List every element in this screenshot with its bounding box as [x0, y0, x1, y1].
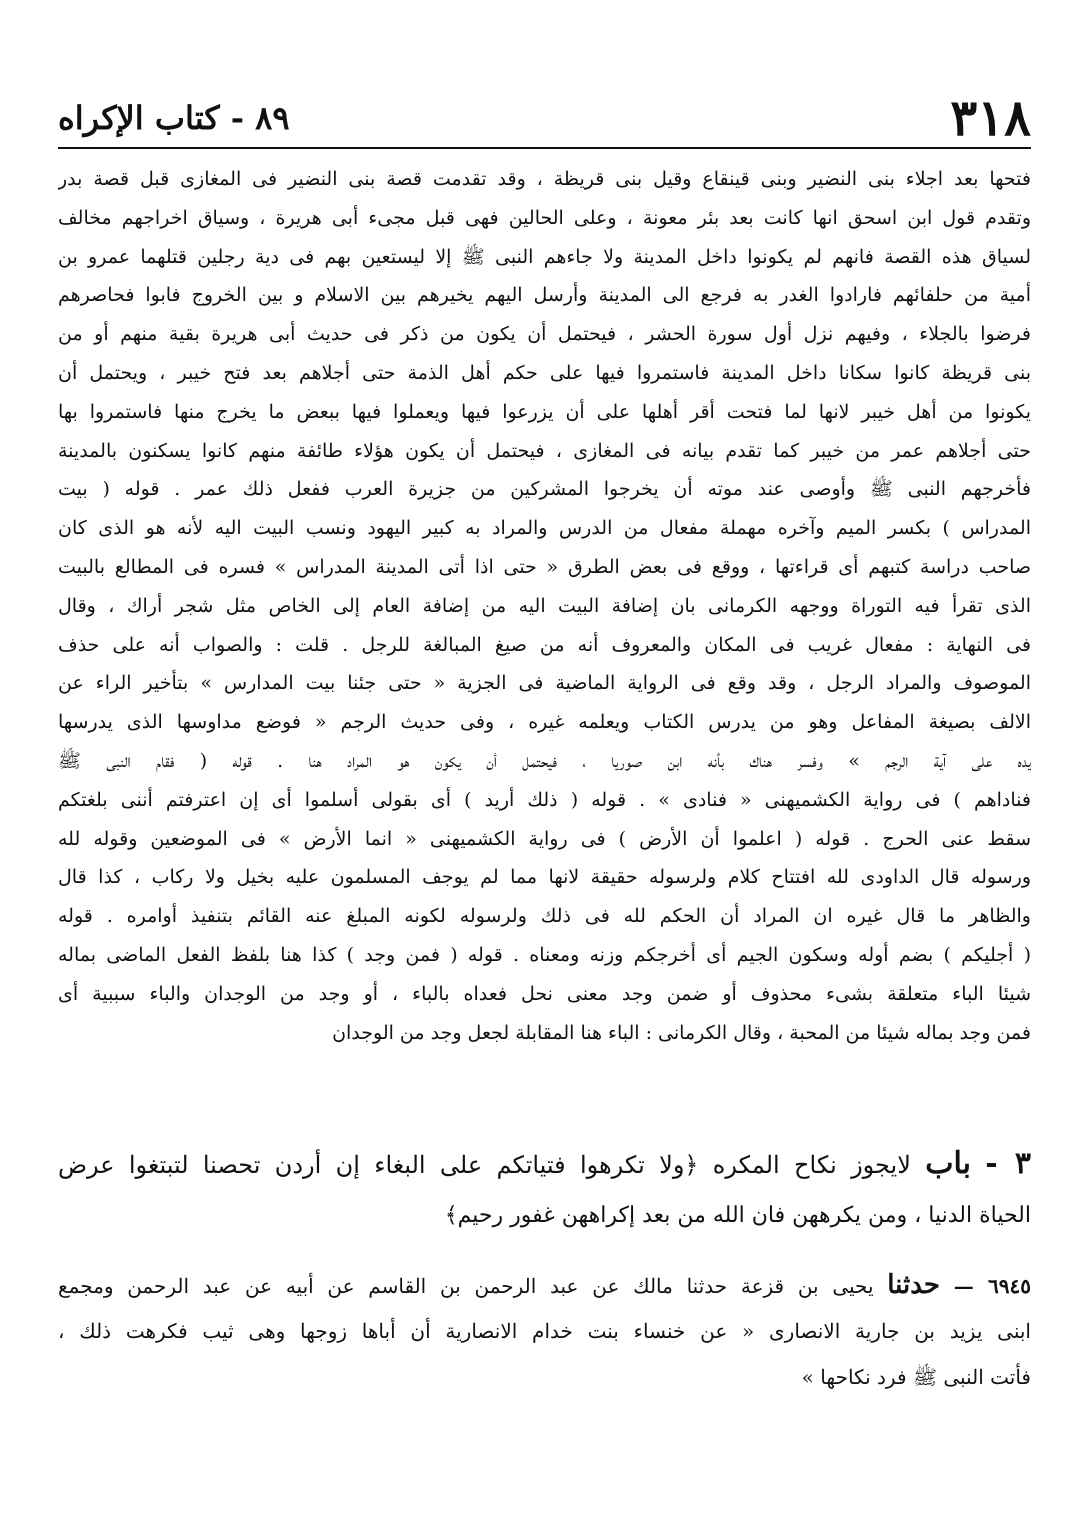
commentary-line: فى النهاية : مفعال غريب فى المكان والمعروف أنه من صيغ المبالغة للرجل . قلت : والصواب أنه على حذف: [58, 633, 1031, 656]
commentary-line: حتى أجلاهم عمر من خيبر كما تقدم بيانه فى المغازى ، فيحتمل أن يكون هؤلاء طائفة منهم كانوا يسكنون بالمدينة: [58, 439, 1031, 462]
chapter-label: باب: [925, 1146, 971, 1181]
commentary-line: فأخرجهم النبى ﷺ وأوصى عند موته أن يخرجوا المشركين من جزيرة العرب ففعل ذلك عمر . قوله ( بيت: [58, 478, 1031, 501]
hadith-narration-word: حدثنا: [887, 1270, 940, 1300]
hadith-line: ابنى يزيد بن جارية الانصارى « عن خنساء بنت خدام الانصارية أن أباها زوجها وهى ثيب فكرهت ذلك ،: [58, 1319, 1031, 1343]
commentary-line: وتقدم قول ابن اسحق انها كانت بعد بئر معونة ، وعلى الحالين فهى قبل مجىء أبى هريرة ، وسياق اخراجهم مخالف: [58, 206, 1031, 229]
page-number: ٣١٨: [950, 88, 1031, 147]
commentary-line: بنى قريظة كانوا سكانا داخل المدينة فاستمروا فيها على حكم أهل الذمة حتى أجلاهم بعد فتح خيبر ، ويحتمل أن: [58, 361, 1031, 384]
commentary-line: صاحب دراسة كتبهم أى قراءتها ، ووقع فى بعض الطرق « حتى اذا أتى المدينة المدراس » فسره فى المطالع بالبيت: [58, 555, 1031, 578]
commentary-line: والظاهر ما قال غيره ان المراد أن الحكم لله فى ذلك ولرسوله لكونه المبلغ عنه القائم بتنفيذ أوامره . قوله: [58, 905, 1031, 928]
commentary-line: الموصوف والمراد الرجل ، وقد وقع فى الرواية الماضية فى الجزية « حتى جئنا بيت المدارس » بتأخير الراء عن: [58, 672, 1031, 695]
commentary-line: فناداهم ) فى رواية الكشميهنى « فنادى » . قوله ( ذلك أريد ) أى بقولى أسلموا أى إن اعترفتم أننى بلغتكم: [58, 788, 1031, 811]
chapter-title-text: لايجوز نكاح المكره ﴿ولا تكرهوا فتياتكم على البغاء إن أردن تحصنا لتبتغوا عرض: [58, 1151, 911, 1179]
hadith-line: فأتت النبى ﷺ فرد نكاحها »: [801, 1365, 1031, 1389]
running-chapter-title: ٨٩ - كتاب الإكراه: [58, 99, 290, 137]
commentary-line: سقط عنى الحرج . قوله ( اعلموا أن الأرض ) فى رواية الكشميهنى « انما الأرض » فى الموضعين وقوله لله: [58, 827, 1031, 850]
commentary-line: ( أجليكم ) بضم أوله وسكون الجيم أى أخرجكم وزنه ومعناه . قوله ( فمن وجد ) كذا هنا بلفظ الفعل الماضى بماله: [58, 943, 1031, 966]
commentary-line: يده على آية الرجم » وفسر هناك بأنه ابن صوريا ، فيحتمل أن يكون هو المراد هنا . قوله ( فقام النبى ﷺ: [58, 749, 1031, 772]
chapter-number: ٣ -: [985, 1146, 1031, 1181]
hadith-isnad: يحيى بن قزعة حدثنا مالك عن عبد الرحمن بن القاسم عن أبيه عن عبد الرحمن ومجمع: [58, 1274, 874, 1298]
hadith-block: [58, 1262, 1031, 1400]
chapter-title-continuation: الحياة الدنيا ، ومن يكرههن فان الله من بعد إكراههن غفور رحيم﴾: [444, 1203, 1031, 1228]
chapter-heading-block: [58, 1138, 1031, 1242]
commentary-line: لسياق هذه القصة فانهم لم يكونوا داخل المدينة ولا جاءهم النبى ﷺ إلا ليستعين بهم فى دية رجلين قتلهما عمرو بن: [58, 245, 1031, 268]
commentary-line: شيئا الباء متعلقة بشىء محذوف أو ضمن وجد معنى نحل فعداه بالباء ، أو وجد من الوجدان والباء سببية أى: [58, 982, 1031, 1005]
hadith-line: [58, 1262, 1031, 1308]
commentary-line: فرضوا بالجلاء ، وفيهم نزل أول سورة الحشر ، فيحتمل أن يكون من ذكر فى حديث أبى هريرة بقية منهم أو من: [58, 323, 1031, 346]
commentary-text-block: [58, 160, 1031, 1052]
page-header: [58, 82, 1031, 152]
commentary-line: يكونوا من أهل خيبر لانها لما فتحت أقر أهلها على أن يزرعوا فيها ويعملوا فيها ببعض ما يخرج منها فاستمروا بها: [58, 400, 1031, 423]
commentary-line: الذى تقرأ فيه التوراة ووجهه الكرمانى بان إضافة البيت اليه من إضافة العام إلى الخاص مثل شجر أراك ، وقال: [58, 594, 1031, 617]
commentary-line: فتحها بعد اجلاء بنى النضير وبنى قينقاع وقيل بنى قريظة ، وقد تقدمت قصة بنى النضير فى المغازى قبل قصة بدر: [58, 168, 1031, 190]
commentary-line: المدراس ) بكسر الميم وآخره مهملة مفعال من الدرس والمراد به كبير اليهود ونسب البيت اليه لأنه هو الذى كان: [58, 517, 1031, 540]
commentary-line: ورسوله قال الداودى لله افتتاح كلام ولرسوله حقيقة لانها مما لم يوجف المسلمون عليه بخيل ولا ركاب ، كذا قال: [58, 866, 1031, 889]
commentary-line: أمية من حلفائهم فارادوا الغدر به فرجع الى المدينة وأرسل اليهم يخيرهم بين الاسلام و بين الخروج فابوا فحاصرهم: [58, 284, 1031, 307]
hadith-number: ٦٩٤٥ —: [953, 1274, 1031, 1298]
commentary-line: الالف بصيغة المفاعل وهو من يدرس الكتاب ويعلمه غيره ، وفى حديث الرجم « فوضع مداوسها الذى يدرسها: [58, 711, 1031, 734]
commentary-line: فمن وجد بماله شيئا من المحبة ، وقال الكرمانى : الباء هنا المقابلة لجعل وجد من الوجدان: [332, 1021, 1031, 1044]
header-divider: [58, 147, 1031, 149]
chapter-heading: [58, 1138, 1031, 1190]
